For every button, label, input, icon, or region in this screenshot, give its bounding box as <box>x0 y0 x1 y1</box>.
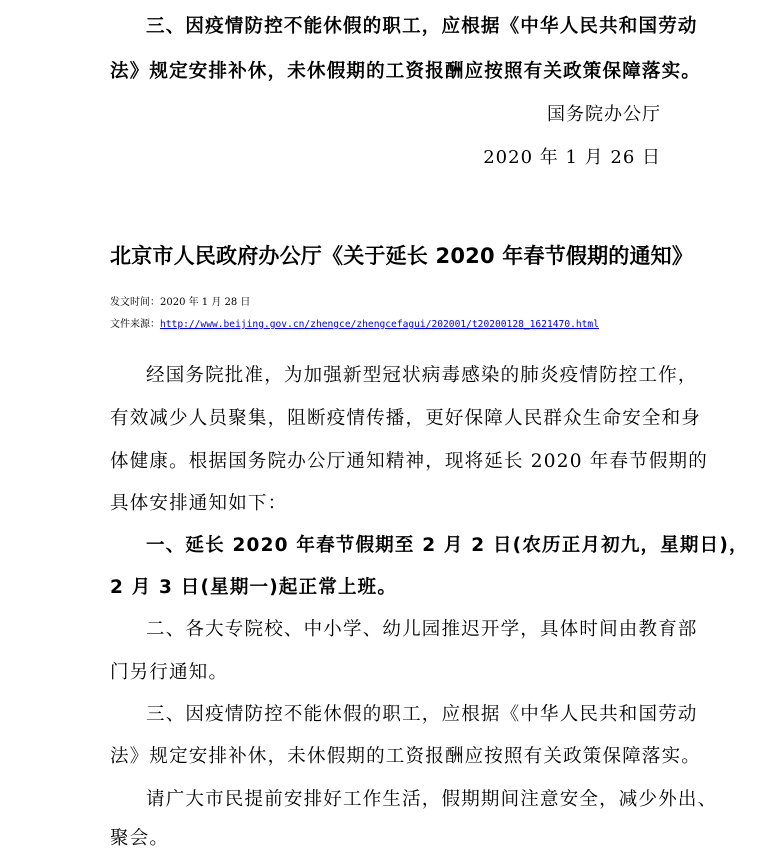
item3-line-2: 法》规定安排补休，未休假期的工资报酬应按照有关政策保障落实。 <box>110 746 702 767</box>
prev-signature: 国务院办公厅 <box>547 104 661 125</box>
item1-line-2: 2 月 3 日(星期一)起正常上班。 <box>110 577 398 598</box>
source-link[interactable]: http://www.beijing.gov.cn/zhengce/zhengcefagui/202001/t20200128_1621470.html <box>160 319 599 330</box>
item3-line-1: 三、因疫情防控不能休假的职工，应根据《中华人民共和国劳动 <box>146 704 698 725</box>
source-meta <box>110 318 599 332</box>
intro-line-3: 体健康。根据国务院办公厅通知精神，现将延长 2020 年春节假期的 <box>110 451 708 472</box>
item2-line-1: 二、各大专院校、中小学、幼儿园推迟开学，具体时间由教育部 <box>146 619 698 640</box>
publish-meta <box>110 296 250 310</box>
prev-date: 2020 年 1 月 26 日 <box>483 147 661 168</box>
intro-line-4: 具体安排通知如下： <box>110 493 288 514</box>
closing-line-2: 聚会。 <box>110 828 170 849</box>
prev-item3-line2: 法》规定安排补休，未休假期的工资报酬应按照有关政策保障落实。 <box>110 61 702 82</box>
notice-title: 北京市人民政府办公厅《关于延长 2020 年春节假期的通知》 <box>110 244 694 268</box>
source-label: 文件来源： <box>110 319 160 330</box>
closing-line-1: 请广大市民提前安排好工作生活，假期期间注意安全，减少外出、 <box>146 789 718 810</box>
prev-item3-line1: 三、因疫情防控不能休假的职工，应根据《中华人民共和国劳动 <box>146 16 698 37</box>
publish-label: 发文时间： <box>110 297 160 308</box>
intro-line-1: 经国务院批准，为加强新型冠状病毒感染的肺炎疫情防控工作， <box>146 365 698 386</box>
item2-line-2: 门另行通知。 <box>110 662 229 683</box>
publish-date: 2020 年 1 月 28 日 <box>160 297 251 308</box>
intro-line-2: 有效减少人员聚集，阻断疫情传播，更好保障人民群众生命安全和身 <box>110 408 702 429</box>
item1-line-1: 一、延长 2020 年春节假期至 2 月 2 日(农历正月初九，星期日)， <box>146 535 749 556</box>
